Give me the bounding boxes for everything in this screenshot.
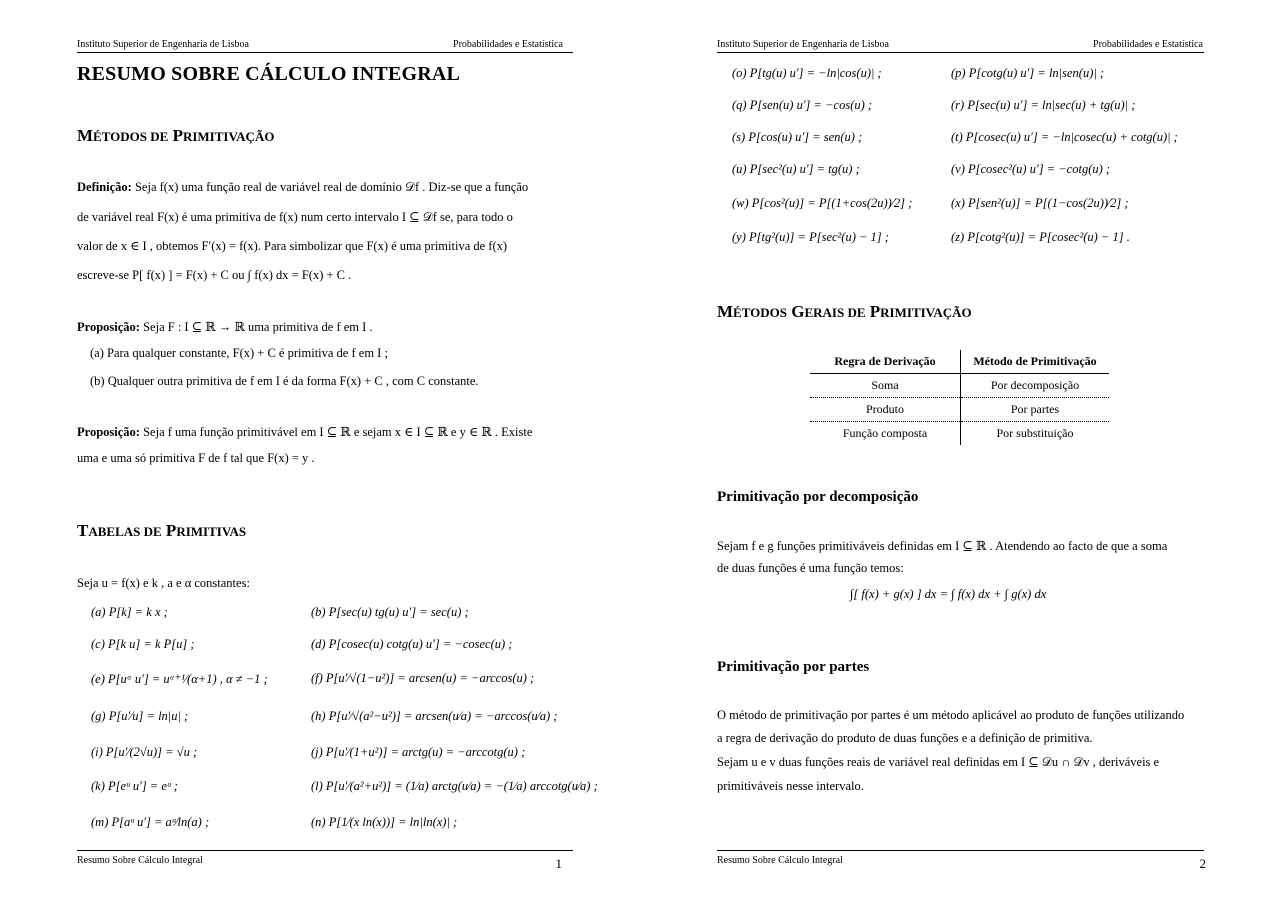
decomposition-formula: ∫[ f(x) + g(x) ] dx = ∫ f(x) dx + ∫ g(x) dx [850, 587, 1047, 601]
formula-b: (b) P[sec(u) tg(u) u′] = sec(u) ; [311, 605, 469, 619]
formula-x: (x) P[sen²(u)] = P[(1−cos(2u))⁄2] ; [951, 196, 1129, 210]
formula-o: (o) P[tg(u) u′] = −ln|cos(u)| ; [732, 66, 882, 80]
formula-f: (f) P[u′⁄√(1−u²)] = arcsen(u) = −arccos(u) ; [311, 671, 535, 685]
definition-line-2: de variável real F(x) é uma primitiva de f(x) num certo intervalo I ⊆ 𝒟f se, para todo o [77, 210, 513, 224]
formula-k: (k) P[eᵘ u′] = eᵘ ; [91, 779, 178, 793]
proposition-label: Proposição: [77, 320, 140, 334]
header-institution: Instituto Superior de Engenharia de Lisboa [717, 39, 889, 50]
formula-i: (i) P[u′⁄(2√u)] = √u ; [91, 745, 198, 759]
decomposition-line-1: Sejam f e g funções primitiváveis definidas em I ⊆ ℝ . Atendendo ao facto de que a soma [717, 539, 1168, 553]
proposition-1: Proposição: Seja F : I ⊆ ℝ → ℝ uma primitiva de f em I . [77, 320, 373, 334]
table-row [810, 422, 1109, 446]
decomposition-line-2: de duas funções é uma função temos: [717, 561, 904, 575]
parts-line-4: primitiváveis nesse intervalo. [717, 779, 864, 793]
table-header-derivation-rule: Regra de Derivação [810, 350, 961, 374]
proposition-1-item-a: (a) Para qualquer constante, F(x) + C é primitiva de f em I ; [90, 346, 388, 360]
formula-q: (q) P[sen(u) u′] = −cos(u) ; [732, 98, 873, 112]
table-cell: Função composta [810, 422, 961, 446]
definition-label: Definição: [77, 180, 132, 194]
methods-table [810, 350, 1109, 445]
formula-n: (n) P[1⁄(x ln(x))] = ln|ln(x)| ; [311, 815, 458, 829]
formula-e: (e) P[uᵅ u′] = uᵅ⁺¹⁄(α+1) , α ≠ −1 ; [91, 672, 268, 686]
formula-s: (s) P[cos(u) u′] = sen(u) ; [732, 130, 863, 144]
formula-j: (j) P[u′⁄(1+u²)] = arctg(u) = −arccotg(u) ; [311, 745, 526, 759]
section-heading-general-methods: MÉTODOS GERAIS DE PRIMITIVAÇÃO [717, 302, 972, 321]
page-number: 2 [1199, 856, 1206, 871]
parts-line-2: a regra de derivação do produto de duas funções e a definição de primitiva. [717, 731, 1093, 745]
formula-w: (w) P[cos²(u)] = P[(1+cos(2u))⁄2] ; [732, 196, 913, 210]
parts-line-3: Sejam u e v duas funções reais de variável real definidas em I ⊆ 𝒟u ∩ 𝒟v , deriváveis e [717, 755, 1160, 769]
footer-title: Resumo Sobre Cálculo Integral [77, 855, 203, 866]
table-row [810, 398, 1109, 422]
header-institution: Instituto Superior de Engenharia de Lisboa [77, 39, 249, 50]
definition-line-1: Definição: Seja f(x) uma função real de variável real de domínio 𝒟f . Diz-se que a função [77, 180, 529, 194]
proposition-1-item-b: (b) Qualquer outra primitiva de f em I é da forma F(x) + C , com C constante. [90, 374, 479, 388]
section-heading-methods: MÉTODOS DE PRIMITIVAÇÃO [77, 126, 275, 145]
proposition-label: Proposição: [77, 425, 140, 439]
formula-y: (y) P[tg²(u)] = P[sec²(u) − 1] ; [732, 230, 889, 244]
table-cell: Por substituição [996, 426, 1074, 440]
page-number: 1 [555, 856, 562, 871]
table-cell: Soma [810, 374, 961, 398]
parts-heading: Primitivação por partes [717, 659, 870, 675]
header-course: Probabilidades e Estatística [453, 39, 563, 50]
footer-rule [77, 850, 573, 851]
proposition-2-line-2: uma e uma só primitiva F de f tal que F(x) = y . [77, 451, 315, 465]
table-header-primitivation-method: Método de Primitivação [961, 350, 1110, 374]
tables-intro: Seja u = f(x) e k , a e α constantes: [77, 576, 250, 590]
table-cell: Produto [810, 398, 961, 422]
parts-line-1: O método de primitivação por partes é um método aplicável ao produto de funções utilizando [717, 708, 1185, 722]
formula-m: (m) P[aᵘ u′] = aᵘ⁄ln(a) ; [91, 815, 210, 829]
header-course: Probabilidades e Estatística [1093, 39, 1203, 50]
formula-p: (p) P[cotg(u) u′] = ln|sen(u)| ; [951, 66, 1105, 80]
table-header-row [810, 350, 1109, 374]
header-rule [77, 52, 573, 53]
formula-g: (g) P[u′⁄u] = ln|u| ; [91, 709, 189, 723]
table-cell: Por decomposição [961, 374, 1110, 398]
formula-h: (h) P[u′⁄√(a²−u²)] = arcsen(u⁄a) = −arccos(u⁄a) ; [311, 709, 558, 723]
formula-v: (v) P[cosec²(u) u′] = −cotg(u) ; [951, 162, 1111, 176]
proposition-2-line-1: Proposição: Seja f uma função primitivável em I ⊆ ℝ e sejam x ∈ I ⊆ ℝ e y ∈ ℝ . Existe [77, 425, 533, 439]
formula-z: (z) P[cotg²(u)] = P[cosec²(u) − 1] . [951, 230, 1130, 244]
page-title: RESUMO SOBRE CÁLCULO INTEGRAL [77, 63, 461, 85]
formula-l: (l) P[u′⁄(a²+u²)] = (1⁄a) arctg(u⁄a) = −(1⁄a) arccotg(u⁄a) ; [311, 779, 598, 793]
formula-t: (t) P[cosec(u) u′] = −ln|cosec(u) + cotg(u)| ; [951, 130, 1178, 144]
formula-r: (r) P[sec(u) u′] = ln|sec(u) + tg(u)| ; [951, 98, 1136, 112]
page-2 [640, 0, 1280, 905]
header-rule [717, 52, 1204, 53]
definition-line-3: valor de x ∈ I , obtemos F′(x) = f(x). Para simbolizar que F(x) é uma primitiva de f(x) [77, 239, 508, 253]
definition-line-4: escreve-se P[ f(x) ] = F(x) + C ou ∫ f(x) dx = F(x) + C . [77, 268, 352, 282]
formula-u: (u) P[sec²(u) u′] = tg(u) ; [732, 162, 860, 176]
formula-a: (a) P[k] = k x ; [91, 605, 168, 619]
footer-rule [717, 850, 1204, 851]
formula-c: (c) P[k u] = k P[u] ; [91, 637, 195, 651]
table-row [810, 374, 1109, 398]
footer-title: Resumo Sobre Cálculo Integral [717, 855, 843, 866]
section-heading-tables: TABELAS DE PRIMITIVAS [77, 521, 247, 540]
table-cell: Por partes [961, 398, 1110, 422]
decomposition-heading: Primitivação por decomposição [717, 489, 919, 505]
formula-d: (d) P[cosec(u) cotg(u) u′] = −cosec(u) ; [311, 637, 513, 651]
